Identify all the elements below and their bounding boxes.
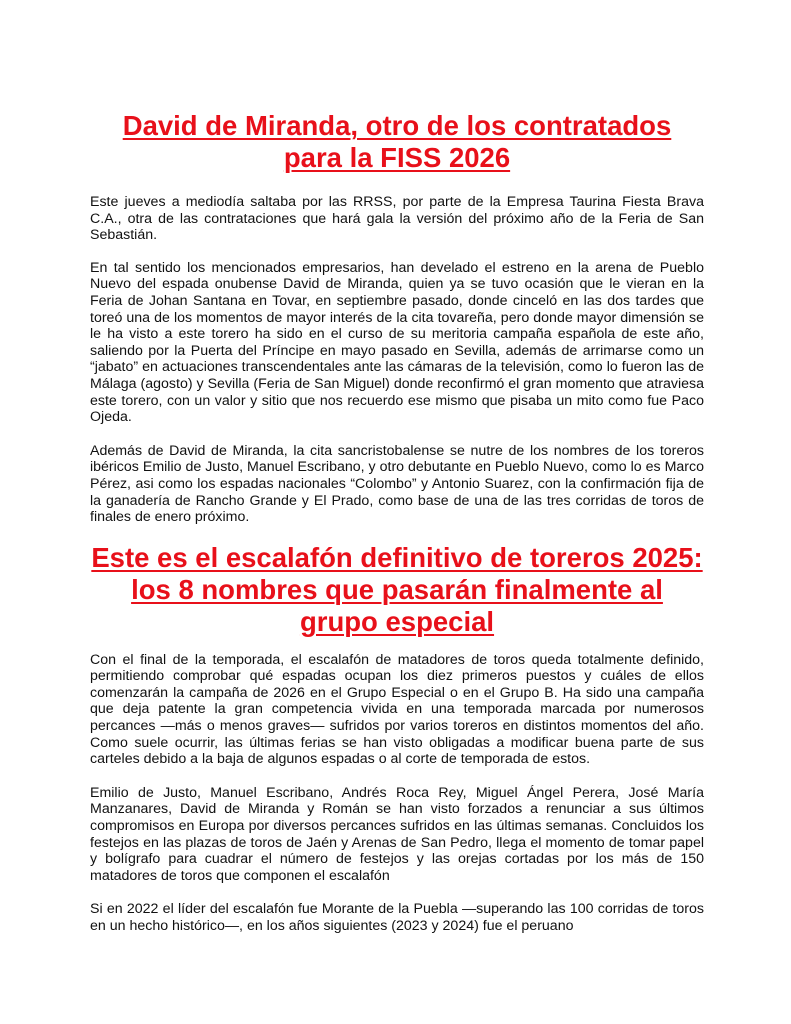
document-page xyxy=(90,110,704,935)
article-paragraph: En tal sentido los mencionados empresarios, han develado el estreno en la arena de Pueblo Nuevo del espada onubense David de Miranda, quien ya se tuvo ocasión que le vieran en la Feria de Johan Santana en Tovar, en septiembre pasado, donde cinceló en las dos tardes que toreó una de los momentos de mayor interés de la cita tovareña, pero donde mayor dimensión se le ha visto a este torero ha sido en el curso de su meritoria campaña española de este año, saliendo por la Puerta del Príncipe en mayo pasado en Sevilla, además de arrimarse como un “jabato” en actuaciones transcendentales ante las cámaras de la televisión, como lo fueron las de Málaga (agosto) y Sevilla (Feria de San Miguel) donde reconfirmó el gran momento que atraviesa este torero, con un valor y sitio que nos recuerdo ese mismo que pisaba un mito como fue Paco Ojeda. xyxy=(90,259,704,426)
article-paragraph: Emilio de Justo, Manuel Escribano, Andrés Roca Rey, Miguel Ángel Perera, José María Manzanares, David de Miranda y Román se han visto forzados a renunciar a sus últimos compromisos en Europa por diversos percances sufridos en las últimas semanas. Concluidos los festejos en las plazas de toros de Jaén y Arenas de San Pedro, llega el momento de tomar papel y bolígrafo para cuadrar el número de festejos y las orejas cortadas por los más de 150 matadores de toros que componen el escalafón xyxy=(90,784,704,884)
article-title: Este es el escalafón definitivo de toreros 2025: los 8 nombres que pasarán finalmente al grupo especial xyxy=(91,541,703,637)
article-title: David de Miranda, otro de los contratados para la FISS 2026 xyxy=(122,110,672,173)
article-paragraph: Si en 2022 el líder del escalafón fue Morante de la Puebla —superando las 100 corridas de toros en un hecho histórico—, en los años siguientes (2023 y 2024) fue el peruano xyxy=(90,901,704,934)
article-david-de-miranda xyxy=(90,110,704,526)
article-paragraph: Con el final de la temporada, el escalafón de matadores de toros queda totalmente definido, permitiendo comprobar qué espadas ocupan los diez primeros puestos y cuáles de ellos comenzarán la campaña de 2026 en el Grupo Especial o en el Grupo B. Ha sido una campaña que deja patente la gran competencia vivida en una temporada marcada por numerosos percances —más o menos graves— sufridos por varios toreros en distintos momentos del año. Como suele ocurrir, las últimas ferias se han visto obligadas a modificar buena parte de sus carteles debido a la baja de algunos espadas o al corte de temporada de estos. xyxy=(90,651,704,768)
article-paragraph: Además de David de Miranda, la cita sancristobalense se nutre de los nombres de los toreros ibéricos Emilio de Justo, Manuel Escribano, y otro debutante en Pueblo Nuevo, como lo es Marco Pérez, asi como los espadas nacionales “Colombo” y Antonio Suarez, con la confirmación fija de la ganadería de Rancho Grande y El Prado, como base de una de las tres corridas de toros de finales de enero próximo. xyxy=(90,442,704,526)
article-paragraph: Este jueves a mediodía saltaba por las RRSS, por parte de la Empresa Taurina Fiesta Brava C.A., otra de las contrataciones que hará gala la versión del próximo año de la Feria de San Sebastián. xyxy=(90,194,704,244)
article-escalafon-2025 xyxy=(90,542,704,935)
